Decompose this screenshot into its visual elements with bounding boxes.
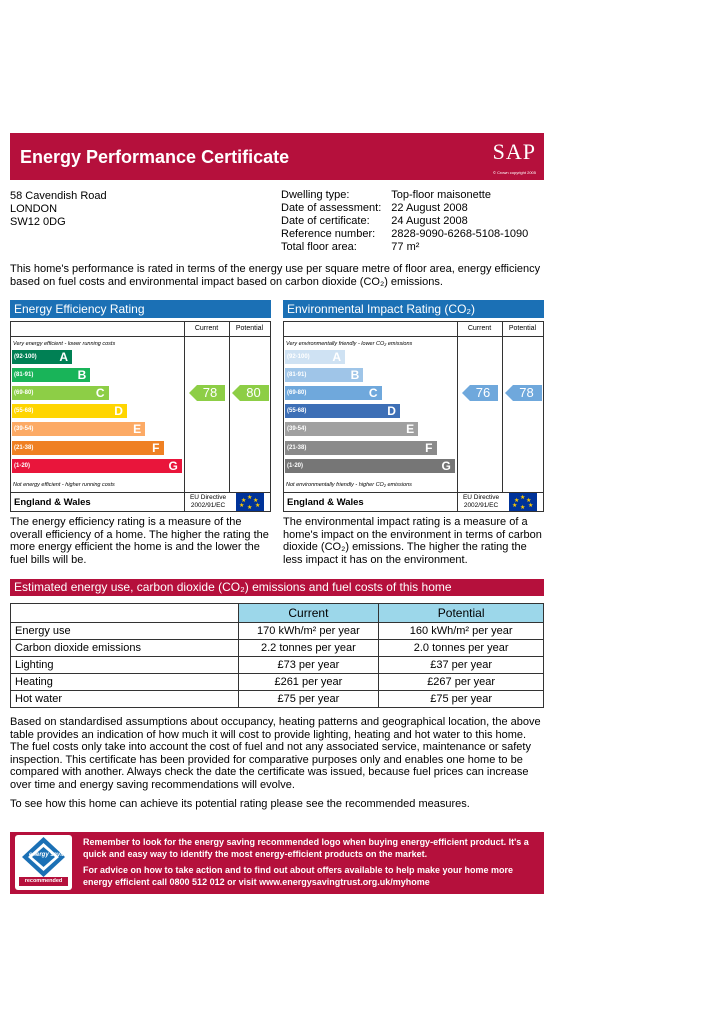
- detail-label: Dwelling type:: [281, 189, 350, 201]
- table-row: [11, 691, 544, 708]
- rating-band-b: [12, 368, 90, 382]
- row-potential: £75 per year: [379, 691, 544, 708]
- detail-label: Date of certificate:: [281, 215, 370, 227]
- detail-value: Top-floor maisonette: [391, 189, 491, 201]
- address-line: LONDON: [10, 203, 58, 215]
- panel-title: Environmental Impact Rating (CO₂): [283, 300, 544, 318]
- estimates-section-title: Estimated energy use, carbon dioxide (CO₂) emissions and fuel costs of this home: [10, 579, 544, 596]
- bottom-note: Not energy efficient - higher running costs: [13, 482, 115, 488]
- estimates-table: [10, 603, 544, 708]
- logo-bottom-text: recommended: [24, 878, 63, 884]
- recommendation-paragraph: To see how this home can achieve its potential rating please see the recommended measures.: [10, 798, 470, 810]
- band-range: (55-68): [287, 408, 307, 415]
- certificate-header: [10, 133, 544, 180]
- row-label: Energy use: [11, 623, 239, 640]
- sap-copyright: © Crown copyright 2005: [493, 170, 536, 175]
- rating-band-f: [12, 441, 164, 455]
- band-letter: E: [406, 422, 415, 437]
- banner-text-1: Remember to look for the energy saving recommended logo when buying energy-efficient product. It's a quick and easy way to identify the most energy-efficient products on the market.: [83, 837, 529, 859]
- eu-directive: EU Directive 2002/91/EC: [189, 494, 227, 509]
- rating-band-d: [12, 404, 127, 418]
- detail-label: Reference number:: [281, 228, 376, 240]
- rating-band-e: [285, 422, 418, 436]
- rating-chart: [283, 321, 544, 512]
- rating-chart: [10, 321, 271, 512]
- row-current: 170 kWh/m² per year: [238, 623, 379, 640]
- sap-logo: SAP: [492, 139, 536, 164]
- band-range: (39-54): [14, 426, 34, 433]
- column-header-potential: Potential: [508, 325, 537, 332]
- banner-text-2: For advice on how to take action and to find out about offers available to help make your home more energy efficient call 0800 512 012 or visit www.energysavingtrust.org.uk/myhome: [83, 865, 514, 887]
- detail-value: 24 August 2008: [391, 215, 468, 227]
- detail-value: 2828-9090-6268-5108-1090: [391, 228, 529, 240]
- table-header-current: Current: [238, 604, 379, 623]
- table-header-blank: [11, 604, 239, 623]
- environmental-impact-description: The environmental impact rating is a measure of a home's impact on the environment in terms of carbon dioxide (CO₂) emissions. The higher the rating the less impact it has on the environment.: [283, 516, 542, 566]
- rating-band-b: [285, 368, 363, 382]
- row-potential: 160 kWh/m² per year: [379, 623, 544, 640]
- top-note: Very environmentally friendly - lower CO₂ emissions: [286, 341, 413, 347]
- band-range: (55-68): [14, 408, 34, 415]
- band-letter: C: [368, 386, 378, 401]
- row-current: 2.2 tonnes per year: [238, 640, 379, 657]
- band-letter: G: [168, 458, 178, 473]
- rating-band-c: [285, 386, 382, 400]
- region-label: England & Wales: [287, 497, 364, 508]
- row-potential: £37 per year: [379, 657, 544, 674]
- detail-value: 77 m²: [391, 241, 420, 253]
- detail-row: [281, 202, 538, 215]
- rating-band-d: [285, 404, 400, 418]
- band-letter: D: [387, 404, 396, 419]
- potential-rating-value: 78: [519, 385, 534, 401]
- band-range: (92-100): [14, 354, 37, 360]
- row-label: Hot water: [11, 691, 239, 708]
- panel-title: Energy Efficiency Rating: [10, 300, 271, 318]
- band-range: (39-54): [287, 426, 307, 433]
- band-letter: F: [152, 440, 160, 455]
- row-current: £261 per year: [238, 674, 379, 691]
- bottom-note: Not environmentally friendly - higher CO₂ emissions: [286, 482, 412, 488]
- row-potential: 2.0 tonnes per year: [379, 640, 544, 657]
- band-letter: B: [350, 368, 360, 383]
- band-range: (1-20): [14, 462, 31, 469]
- potential-rating-value: 80: [246, 385, 261, 401]
- assumptions-paragraph: Based on standardised assumptions about occupancy, heating patterns and geographical location, the above table provides an indication of how much it will cost to provide lighting, heating and hot water to this home. The fuel costs only take into account the cost of fuel and not any associated service, maintenance or safety inspection. This certificate has been provided for comparative purposes only and enables one home to be compared with another. Always check the date the certificate was issued, because fuel prices can increase over time and energy saving recommendations will evolve.: [10, 716, 541, 791]
- energy-efficiency-panel: [10, 300, 271, 512]
- property-address: [10, 190, 107, 229]
- eu-flag-icon: ★ ★ ★ ★ ★ ★: [509, 493, 537, 511]
- energy-saving-logo: [15, 835, 72, 890]
- row-label: Lighting: [11, 657, 239, 674]
- band-letter: A: [59, 350, 68, 364]
- energy-efficiency-description: The energy efficiency rating is a measure of the overall efficiency of a home. The higher the rating the more energy efficient the home is and the lower the fuel bills will be.: [10, 516, 269, 566]
- table-header-potential: Potential: [379, 604, 544, 623]
- logo-top-text: energy saving: [29, 852, 70, 858]
- address-line: SW12 0DG: [10, 216, 66, 228]
- band-range: (21-38): [287, 444, 307, 451]
- rating-band-c: [12, 386, 109, 400]
- row-potential: £267 per year: [379, 674, 544, 691]
- rating-band-e: [12, 422, 145, 436]
- band-range: (81-91): [287, 372, 307, 379]
- row-current: £75 per year: [238, 691, 379, 708]
- rating-band-f: [285, 441, 437, 455]
- rating-band-g: [12, 459, 182, 473]
- detail-row: [281, 215, 538, 228]
- band-letter: A: [332, 350, 341, 364]
- current-rating-value: 78: [202, 385, 218, 401]
- table-row: [11, 623, 544, 640]
- environmental-impact-panel: [283, 300, 544, 512]
- band-range: (69-80): [287, 390, 307, 397]
- band-letter: C: [95, 386, 105, 401]
- band-letter: G: [441, 458, 451, 473]
- band-range: (92-100): [287, 354, 310, 360]
- band-letter: D: [114, 404, 123, 419]
- table-row: [11, 640, 544, 657]
- intro-text: This home's performance is rated in terms of the energy use per square metre of floor area, energy efficiency based on fuel costs and environmental impact based on carbon dioxide (CO₂) emissions.: [10, 263, 541, 288]
- page-title: Energy Performance Certificate: [20, 147, 290, 167]
- band-letter: F: [425, 440, 433, 455]
- address-line: 58 Cavendish Road: [10, 190, 107, 202]
- band-letter: E: [133, 422, 142, 437]
- rating-band-g: [285, 459, 455, 473]
- table-row: [11, 657, 544, 674]
- top-note: Very energy efficient - lower running costs: [13, 341, 116, 347]
- eu-flag-icon: ★ ★ ★ ★ ★ ★: [236, 493, 264, 511]
- banner-text: [83, 837, 538, 888]
- detail-label: Date of assessment:: [281, 202, 382, 214]
- band-letter: B: [77, 368, 87, 383]
- rating-band-a: [285, 350, 345, 364]
- rating-band-a: [12, 350, 72, 364]
- column-header-current: Current: [194, 325, 219, 332]
- energy-saving-banner: [10, 832, 544, 894]
- detail-row: [281, 189, 538, 202]
- dwelling-details: [281, 189, 538, 254]
- detail-row: [281, 241, 538, 254]
- detail-label: Total floor area:: [281, 241, 357, 253]
- row-label: Heating: [11, 674, 239, 691]
- row-label: Carbon dioxide emissions: [11, 640, 239, 657]
- row-current: £73 per year: [238, 657, 379, 674]
- band-range: (69-80): [14, 390, 34, 397]
- table-row: [11, 674, 544, 691]
- detail-row: [281, 228, 538, 241]
- band-range: (1-20): [287, 462, 304, 469]
- band-range: (81-91): [14, 372, 34, 379]
- table-header-row: [11, 604, 544, 623]
- region-label: England & Wales: [14, 497, 91, 508]
- column-header-current: Current: [467, 325, 492, 332]
- detail-value: 22 August 2008: [391, 202, 468, 214]
- band-range: (21-38): [14, 444, 34, 451]
- current-rating-value: 76: [475, 385, 491, 401]
- eu-directive: EU Directive 2002/91/EC: [462, 494, 500, 509]
- column-header-potential: Potential: [235, 325, 264, 332]
